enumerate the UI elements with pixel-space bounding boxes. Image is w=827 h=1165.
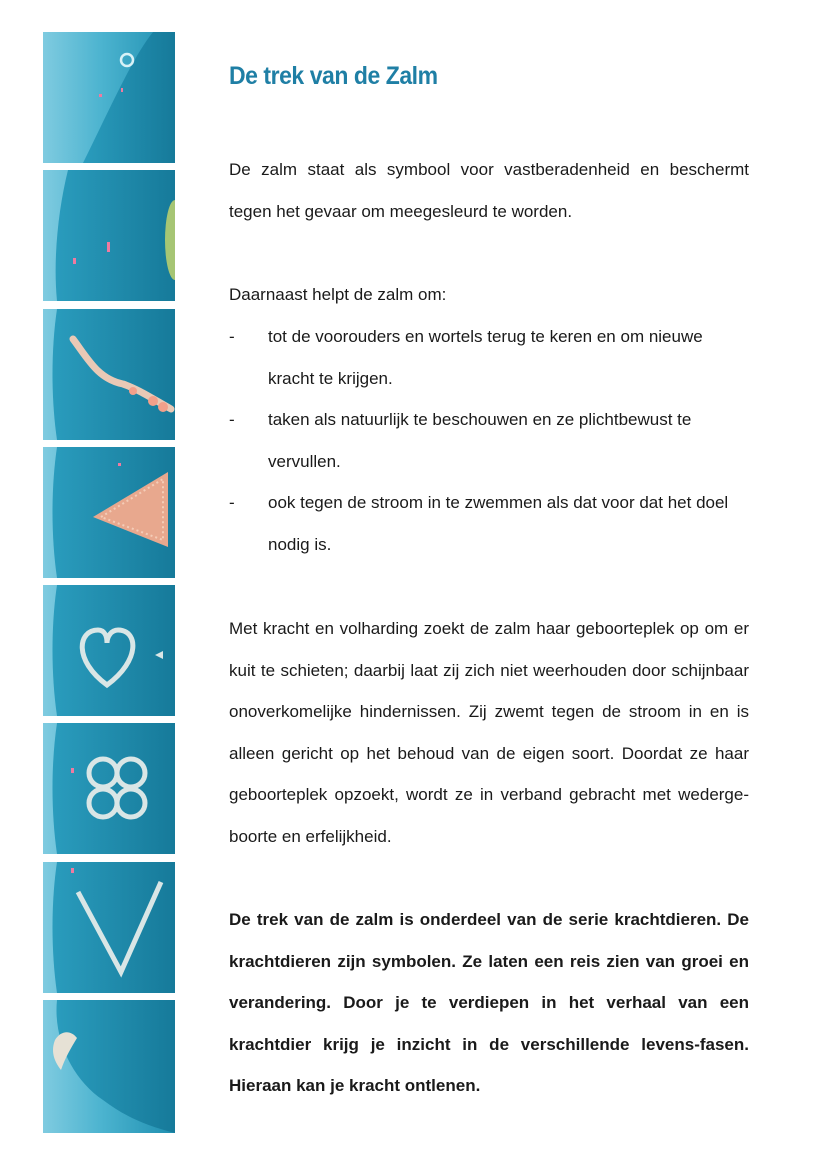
list-item: [229, 316, 749, 399]
closing-text: De trek van de zalm is onderdeel van de serie krachtdieren. De krachtdieren zijn symbolen. Ze laten een reis zien van groei en verandering. Door je te verdiepen in het verhaal van een krachtdier krijg je inzicht in de verschillende levens-fasen. Hieraan kan je kracht ontlenen.: [229, 910, 749, 1095]
list-intro-text: Daarnaast helpt de zalm om:: [229, 285, 447, 304]
body-text: Met kracht en volharding zoekt de zalm haar geboorteplek op om er kuit te schieten; daarbij laat zij zich niet weerhouden door schijnbaar onoverkomelijke hindernissen. Zij zwemt tegen de stroom in en is alleen gericht op het behoud van de eigen soort. Doordat ze haar geboorteplek opzoekt, wordt ze in verband gebracht met wederge-boorte en erfelijkheid.: [229, 619, 749, 846]
list-item-text: ook tegen de stroom in te zwemmen als dat voor dat het doel nodig is.: [268, 493, 729, 554]
list-intro: [229, 274, 749, 316]
chevron-symbol-panel: [43, 862, 175, 993]
intro-text: De zalm staat als symbool voor vastberadenheid en beschermt tegen het gevaar om meegesleurd te worden.: [229, 160, 749, 221]
list-bullet: -: [229, 493, 235, 512]
salmon-body-panel: [43, 170, 175, 301]
salmon-tail-panel: [43, 1000, 175, 1133]
page-title: De trek van de Zalm: [229, 62, 438, 90]
list-item: [229, 399, 749, 482]
list-item: [229, 482, 749, 565]
list-bullet: -: [229, 327, 235, 346]
benefit-list: [229, 316, 749, 565]
closing-paragraph: [229, 899, 749, 1107]
eggs-trail-panel: [43, 309, 175, 440]
list-item-text: taken als natuurlijk te beschouwen en ze plichtbewust te vervullen.: [268, 410, 692, 471]
intro-paragraph: [229, 149, 749, 232]
body-paragraph: [229, 608, 749, 857]
salmon-head-panel: [43, 32, 175, 163]
list-bullet: -: [229, 410, 235, 429]
clover-symbol-panel: [43, 723, 175, 854]
list-item-text: tot de voorouders en wortels terug te keren en om nieuwe kracht te krijgen.: [268, 327, 703, 388]
salmon-illustration-strip: [43, 32, 175, 1133]
eggs-triangle-panel: [43, 447, 175, 578]
heart-symbol-panel: [43, 585, 175, 716]
